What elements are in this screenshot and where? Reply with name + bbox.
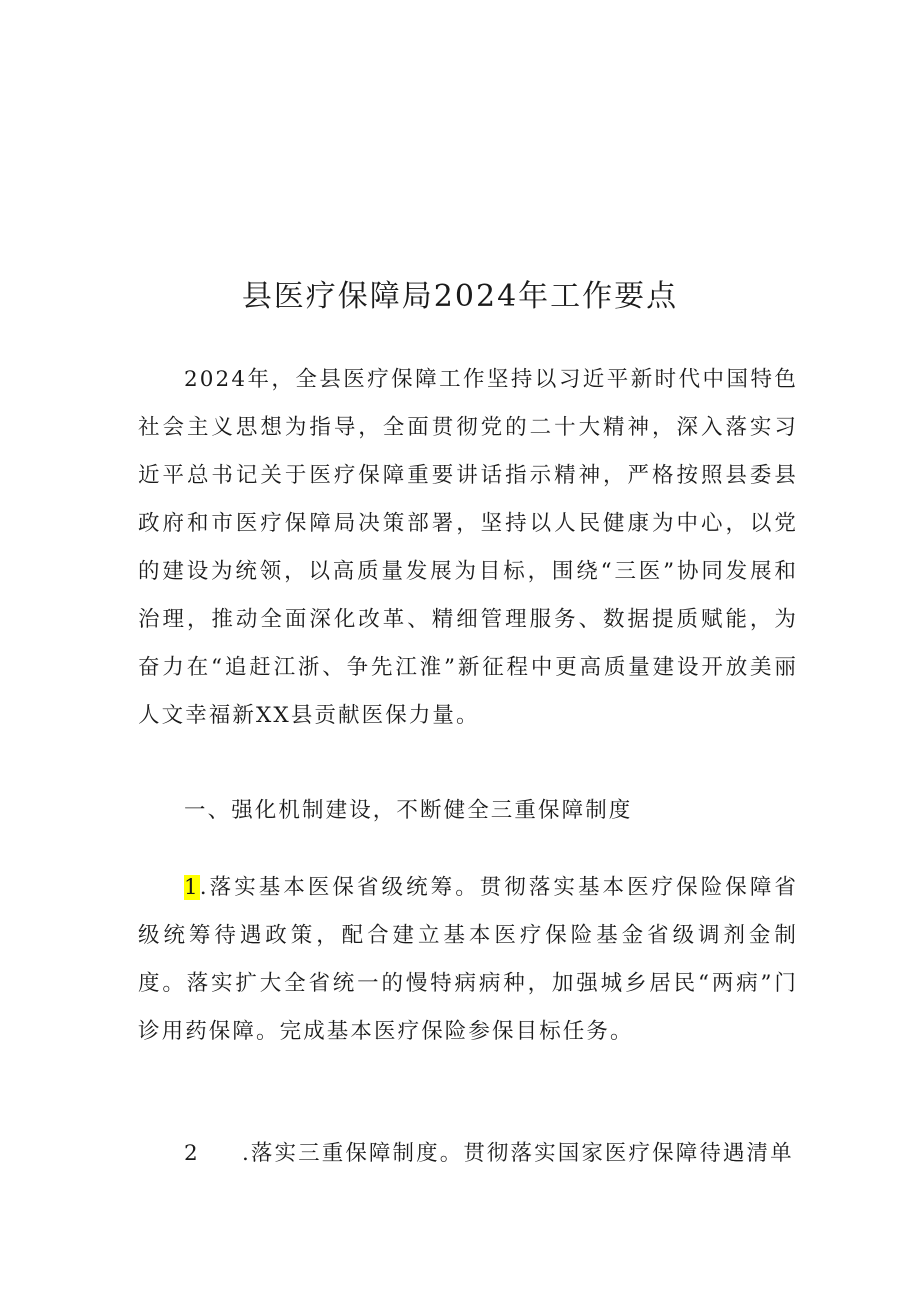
item-2-text: .落实三重保障制度。贯彻落实国家医疗保障待遇清单	[242, 1141, 794, 1166]
item-1-number: 1	[184, 875, 200, 900]
item-1-text: .落实基本医保省级统筹。贯彻落实基本医疗保险保障省级统筹待遇政策，配合建立基本医疗保险基金省级调剂金制度。落实扩大全省统一的慢特病病种，加强城乡居民“两病”门诊用药保障。完成基本医疗保险参保目标任务。	[138, 875, 798, 1044]
item-1-paragraph	[138, 864, 798, 1056]
item-2-number: 2	[184, 1141, 200, 1166]
section-heading: 一、强化机制建设，不断健全三重保障制度	[184, 798, 633, 823]
document-title: 县医疗保障局2024年工作要点	[241, 279, 679, 314]
intro-paragraph: 2024年，全县医疗保障工作坚持以习近平新时代中国特色社会主义思想为指导，全面贯彻党的二十大精神，深入落实习近平总书记关于医疗保障重要讲话指示精神，严格按照县委县政府和市医疗保障局决策部署，坚持以人民健康为中心，以党的建设为统领，以高质量发展为目标，围绕“三医”协同发展和治理，推动全面深化改革、精细管理服务、数据提质赋能，为奋力在“追赶江浙、争先江淮”新征程中更高质量建设开放美丽人文幸福新XX县贡献医保力量。	[138, 367, 798, 728]
item-2-paragraph	[184, 1130, 798, 1178]
